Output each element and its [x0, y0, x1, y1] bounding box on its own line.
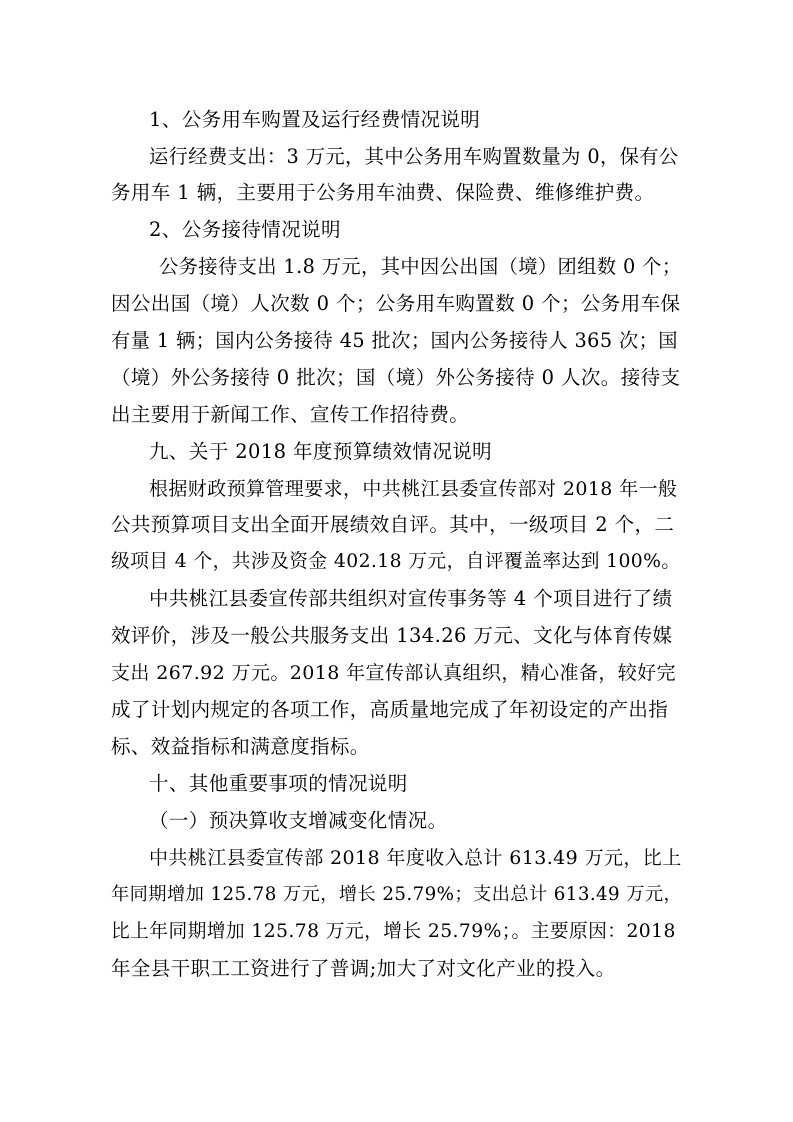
- paragraph-line: 公务接待支出 1.8 万元，其中因公出国（境）团组数 0 个；: [159, 255, 682, 278]
- heading-reception-expenses: 2、公务接待情况说明: [149, 218, 341, 241]
- paragraph-line: 出主要用于新闻工作、宣传工作招待费。: [111, 403, 470, 426]
- section-heading-ten: 十、其他重要事项的情况说明: [149, 772, 408, 795]
- paragraph-line: 务用车 1 辆，主要用于公务用车油费、保险费、维修维护费。: [111, 181, 655, 204]
- paragraph-line: 中共桃江县委宣传部共组织对宣传事务等 4 个项目进行了绩: [149, 587, 673, 610]
- paragraph-line: 中共桃江县委宣传部 2018 年度收入总计 613.49 万元，比上: [149, 847, 682, 869]
- paragraph-line: 年同期增加 125.78 万元，增长 25.79%；支出总计 613.49 万元，: [111, 884, 683, 905]
- paragraph-line: 标、效益指标和满意度指标。: [111, 735, 370, 758]
- paragraph-line: 根据财政预算管理要求，中共桃江县委宣传部对 2018 年一般: [149, 478, 678, 500]
- paragraph-line: 运行经费支出：3 万元，其中公务用车购置数量为 0，保有公: [149, 145, 679, 168]
- heading-vehicle-expenses: 1、公务用车购置及运行经费情况说明: [149, 108, 481, 131]
- paragraph-line: （境）外公务接待 0 批次；国（境）外公务接待 0 人次。接待支: [111, 366, 681, 389]
- section-heading-nine: 九、关于 2018 年度预算绩效情况说明: [149, 440, 493, 463]
- subsection-heading: （一）预决算收支增减变化情况。: [149, 809, 448, 832]
- paragraph-line: 级项目 4 个，共涉及资金 402.18 万元，自评覆盖率达到 100%。: [111, 551, 681, 572]
- paragraph-line: 公共预算项目支出全面开展绩效自评。其中，一级项目 2 个，二: [111, 513, 675, 536]
- paragraph-line: 效评价，涉及一般公共服务支出 134.26 万元、文化与体育传媒: [111, 624, 673, 647]
- paragraph-line: 年全县干职工工资进行了普调;加大了对文化产业的投入。: [111, 957, 616, 980]
- paragraph-line: 成了计划内规定的各项工作，高质量地完成了年初设定的产出指: [111, 698, 669, 721]
- paragraph-line: 比上年同期增加 125.78 万元，增长 25.79%；。主要原因：2018: [111, 921, 676, 942]
- paragraph-line: 有量 1 辆；国内公务接待 45 批次；国内公务接待人 365 次；国: [111, 329, 678, 352]
- paragraph-line: 支出 267.92 万元。2018 年宣传部认真组织，精心准备，较好完: [111, 662, 676, 684]
- paragraph-line: 因公出国（境）人次数 0 个；公务用车购置数 0 个；公务用车保: [111, 292, 681, 315]
